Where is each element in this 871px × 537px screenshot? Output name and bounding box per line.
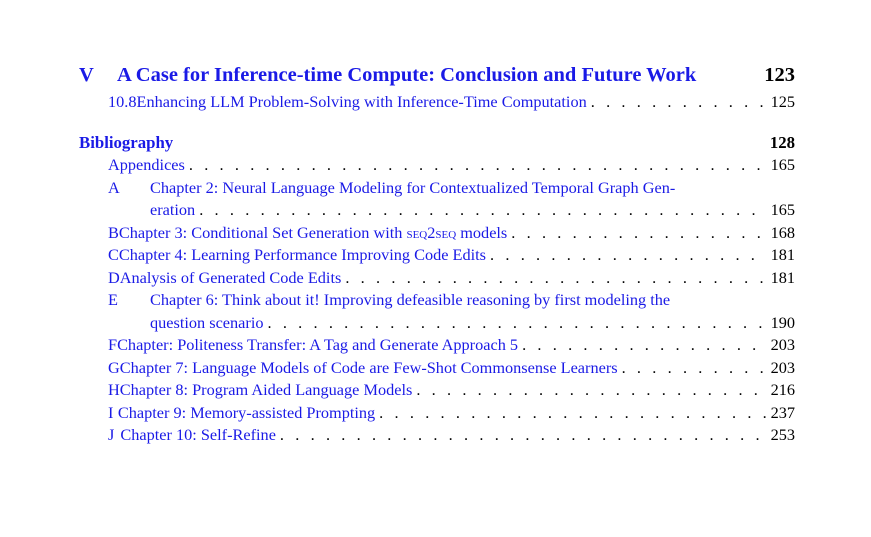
toc-entry-i[interactable] (108, 403, 795, 423)
leader-dots (591, 92, 767, 112)
toc-entry-g[interactable] (108, 358, 795, 378)
entry-letter: J (108, 425, 115, 444)
entry-page: 190 (770, 313, 795, 332)
section-number: 10.8 (108, 92, 137, 111)
entry-title[interactable]: Chapter 4: Learning Performance Improving Code Edits (118, 245, 487, 264)
toc-entry-a[interactable] (108, 178, 795, 198)
leader-dots (622, 358, 767, 378)
entry-page: 253 (770, 425, 795, 444)
entry-title-part: Chapter 3: Conditional Set Generation with (118, 223, 407, 242)
part-title[interactable]: A Case for Inference-time Compute: Conclusion and Future Work (117, 64, 697, 86)
entry-title[interactable]: Chapter 7: Language Models of Code are Few-Shot Commonsense Learners (119, 358, 618, 377)
entry-page: 237 (770, 403, 795, 422)
entry-title[interactable] (119, 223, 507, 243)
appendices-page: 165 (770, 155, 795, 174)
part-heading[interactable] (79, 64, 795, 87)
entry-title[interactable]: Chapter 9: Memory-assisted Prompting (117, 403, 376, 422)
entry-letter: F (108, 335, 118, 354)
leader-dots (522, 335, 767, 355)
entry-title[interactable]: Analysis of Generated Code Edits (119, 268, 342, 287)
part-number: V (79, 64, 94, 86)
leader-dots (345, 268, 766, 288)
entry-letter: C (108, 245, 119, 264)
entry-letter: E (108, 290, 118, 309)
toc-entry-e[interactable] (108, 290, 795, 310)
toc-appendices[interactable] (108, 155, 795, 175)
toc-entry-f[interactable] (108, 335, 795, 355)
leader-dots (189, 155, 767, 175)
entry-letter: B (108, 223, 119, 242)
leader-dots (511, 223, 766, 243)
section-title[interactable]: Enhancing LLM Problem-Solving with Inference-Time Computation (136, 92, 587, 111)
bibliography-page: 128 (769, 133, 795, 152)
entry-letter: I (108, 403, 114, 422)
toc-entry-e-continued[interactable] (150, 313, 795, 333)
entry-page: 165 (770, 200, 795, 219)
toc-bibliography[interactable] (79, 133, 795, 153)
entry-title[interactable]: Chapter 6: Think about it! Improving defeasible reasoning by first modeling the (150, 290, 671, 309)
appendices-title[interactable]: Appendices (108, 155, 185, 174)
entry-letter: D (108, 268, 120, 287)
leader-dots (416, 380, 766, 400)
section-page: 125 (770, 92, 795, 111)
leader-dots (267, 313, 766, 333)
toc-entry-d[interactable] (108, 268, 795, 288)
entry-title-continued[interactable]: question scenario (150, 313, 264, 332)
bibliography-title[interactable]: Bibliography (79, 133, 174, 152)
entry-letter: A (108, 178, 120, 197)
entry-letter: H (108, 380, 120, 399)
leader-dots (280, 425, 767, 445)
toc-entry-c[interactable] (108, 245, 795, 265)
entry-page: 181 (770, 268, 795, 287)
entry-page: 181 (770, 245, 795, 264)
toc-section-10-8[interactable] (108, 92, 795, 112)
entry-letter: G (108, 358, 120, 377)
leader-dots (199, 200, 766, 220)
entry-title-smallcaps: seq2seq (406, 223, 457, 242)
leader-dots (379, 403, 766, 423)
entry-title[interactable]: Chapter: Politeness Transfer: A Tag and Generate Approach 5 (117, 335, 519, 354)
toc-entry-j[interactable] (108, 425, 795, 445)
toc-entry-h[interactable] (108, 380, 795, 400)
entry-title-continued[interactable]: eration (150, 200, 196, 219)
entry-title[interactable]: Chapter 10: Self-Refine (120, 425, 276, 444)
entry-page: 203 (770, 335, 795, 354)
entry-title[interactable]: Chapter 8: Program Aided Language Models (119, 380, 413, 399)
part-page: 123 (764, 64, 795, 86)
entry-page: 203 (770, 358, 795, 377)
leader-dots (490, 245, 767, 265)
entry-page: 168 (770, 223, 795, 242)
entry-page: 216 (770, 380, 795, 399)
toc-entry-a-continued[interactable] (150, 200, 795, 220)
toc-entry-b[interactable] (108, 223, 795, 243)
entry-title-part: models (456, 223, 508, 242)
entry-title[interactable]: Chapter 2: Neural Language Modeling for Contextualized Temporal Graph Gen- (150, 178, 676, 197)
